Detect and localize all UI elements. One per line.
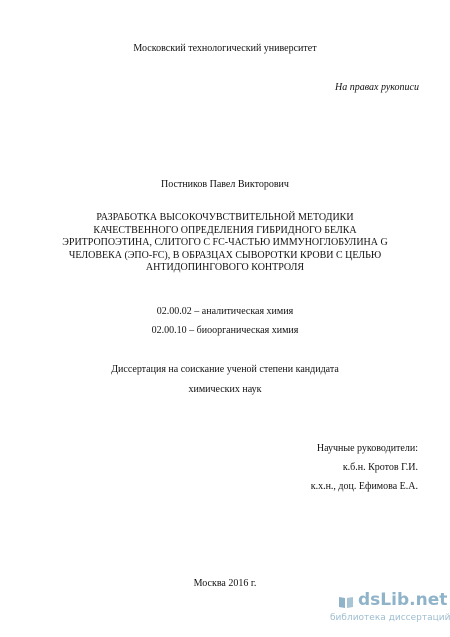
title-line: РАЗРАБОТКА ВЫСОКОЧУВСТВИТЕЛЬНОЙ МЕТОДИКИ	[96, 212, 354, 223]
title-line: КАЧЕСТВЕННОГО ОПРЕДЕЛЕНИЯ ГИБРИДНОГО БЕЛКА	[93, 224, 357, 236]
specialty-code-2: 02.00.10 – биоорганическая химия	[151, 325, 299, 336]
supervisor-1: к.б.н. Кротов Г.И.	[342, 462, 418, 473]
dissertation-title	[0, 212, 450, 275]
title-line: ЧЕЛОВЕКА (ЭПО-FC), В ОБРАЗЦАХ СЫВОРОТКИ КРОВИ С ЦЕЛЬЮ	[68, 249, 382, 261]
supervisor-2: к.х.н., доц. Ефимова Е.А.	[310, 481, 418, 492]
university-name: Московский технологический университет	[133, 43, 317, 54]
dissertation-degree-field: химических наук	[188, 384, 262, 395]
specialty-code-1: 02.00.02 – аналитическая химия	[156, 306, 294, 317]
dslib-watermark	[330, 590, 450, 630]
watermark-subtitle: библиотека диссертаций	[330, 613, 450, 623]
supervisors-heading: Научные руководители:	[316, 443, 418, 454]
book-icon	[338, 594, 354, 610]
author-name: Постников Павел Викторович	[161, 179, 289, 190]
title-line: АНТИДОПИНГОВОГО КОНТРОЛЯ	[145, 262, 305, 273]
watermark-logo: dsLib.net	[358, 590, 448, 610]
rights-note: На правах рукописи	[335, 82, 419, 93]
city-year: Москва 2016 г.	[193, 578, 257, 589]
title-line: ЭРИТРОПОЭТИНА, СЛИТОГО С FC-ЧАСТЬЮ ИММУНОГЛОБУЛИНА G	[62, 237, 388, 248]
dissertation-degree-line: Диссертация на соискание ученой степени кандидата	[111, 364, 339, 375]
